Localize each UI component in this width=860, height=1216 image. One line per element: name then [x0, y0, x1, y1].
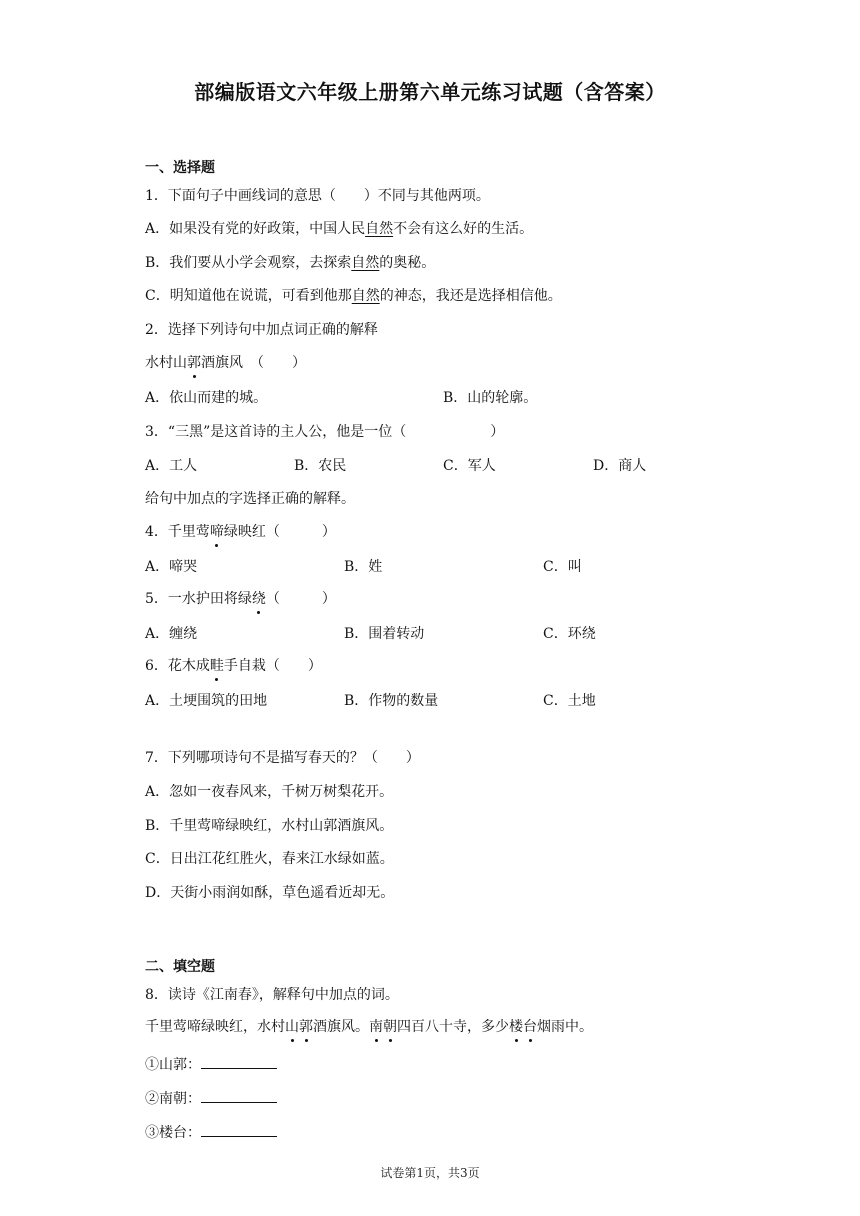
question-3-option-d: D．商人 [593, 458, 647, 474]
poem-text: 酒旗风。 [313, 1019, 369, 1035]
answer-label: ③楼台： [145, 1125, 201, 1141]
question-8-poem [145, 1017, 593, 1037]
dotted-char: 郭 [299, 1019, 313, 1035]
question-6-option-a: A．土埂围筑的田地 [145, 693, 268, 709]
question-5-option-c: C．环绕 [543, 626, 596, 642]
poem-text: 烟雨中。 [537, 1019, 593, 1035]
stem-text: 4．千里莺 [145, 524, 210, 540]
question-1-option-c [145, 286, 562, 306]
question-6-stem [145, 656, 322, 676]
section-heading-choice: 一、选择题 [145, 160, 215, 176]
stem-text: 手自栽（ ） [223, 658, 322, 674]
verse-text: 水村山 [145, 355, 187, 371]
question-7-stem: 7．下列哪项诗句不是描写春天的？（ ） [145, 750, 420, 766]
answer-label: ①山郭： [145, 1057, 201, 1073]
question-7-option-c: C．日出江花红胜火，春来江水绿如蓝。 [145, 851, 394, 867]
underlined-word: 自然 [351, 255, 380, 271]
answer-line-3 [145, 1122, 277, 1143]
question-5-option-b: B．围着转动 [344, 626, 425, 642]
dotted-char: 绕 [251, 591, 266, 607]
dotted-char: 郭 [187, 355, 201, 371]
question-3-option-a: A．工人 [145, 458, 198, 474]
dotted-char: 啼 [209, 524, 224, 540]
option-text: 不会有这么好的生活。 [393, 221, 534, 237]
instruction-text: 给句中加点的字选择正确的解释。 [145, 491, 355, 507]
question-5-option-a: A．缠绕 [145, 626, 198, 642]
question-2-verse [145, 353, 306, 373]
question-6-option-b: B．作物的数量 [344, 693, 439, 709]
dotted-char: 楼 [509, 1019, 523, 1035]
question-3-option-b: B．农民 [294, 458, 347, 474]
section-heading-fill: 二、填空题 [145, 959, 215, 975]
stem-text: 5．一水护田将绿 [145, 591, 252, 607]
answer-line-2 [145, 1088, 277, 1109]
question-7-option-a: A．忽如一夜春风来，千树万树梨花开。 [145, 784, 394, 800]
underlined-word: 自然 [351, 288, 380, 304]
stem-text: 6．花木成 [145, 658, 210, 674]
dotted-char: 台 [523, 1019, 537, 1035]
option-text: C．明知道他在说谎，可看到他那 [145, 288, 352, 304]
option-text: 的奥秘。 [379, 255, 436, 271]
option-text: B．我们要从小学会观察，去探索 [145, 255, 352, 271]
underlined-word: 自然 [365, 221, 394, 237]
verse-text: 酒旗风 （ ） [201, 355, 306, 371]
option-text: A．如果没有党的好政策，中国人民 [145, 221, 366, 237]
dotted-char: 畦 [209, 658, 224, 674]
answer-line-1 [145, 1054, 277, 1075]
page-title: 部编版语文六年级上册第六单元练习试题（含答案） [194, 80, 666, 104]
question-3-stem: 3．“三黑”是这首诗的主人公，他是一位（ ） [145, 424, 505, 440]
question-4-option-c: C．叫 [543, 559, 582, 575]
question-4-option-b: B．姓 [344, 559, 383, 575]
question-5-stem [145, 589, 336, 609]
answer-blank[interactable] [201, 1122, 277, 1137]
answer-blank[interactable] [201, 1088, 277, 1103]
question-2-option-a: A．依山而建的城。 [145, 390, 268, 406]
question-8-stem: 8．读诗《江南春》，解释句中加点的词。 [145, 987, 399, 1003]
poem-text: 千里莺啼绿映红，水村 [145, 1019, 285, 1035]
question-7-option-b: B．千里莺啼绿映红，水村山郭酒旗风。 [145, 818, 394, 834]
question-1-stem: 1．下面句子中画线词的意思（ ）不同与其他两项。 [145, 188, 490, 204]
question-7-option-d: D．天街小雨润如酥，草色遥看近却无。 [145, 885, 395, 901]
answer-blank[interactable] [201, 1054, 277, 1069]
poem-text: 四百八十寺，多少 [397, 1019, 509, 1035]
question-6-option-c: C．土地 [543, 693, 596, 709]
dotted-char: 南 [369, 1019, 383, 1035]
stem-text: （ ） [265, 591, 336, 607]
question-2-option-b: B．山的轮廓。 [443, 390, 538, 406]
question-2-stem: 2．选择下列诗句中加点词正确的解释 [145, 322, 378, 338]
question-4-stem [145, 522, 336, 542]
dotted-char: 朝 [383, 1019, 397, 1035]
page-footer: 试卷第1页，共3页 [380, 1166, 480, 1180]
question-1-option-a [145, 219, 533, 239]
question-3-option-c: C．军人 [443, 458, 496, 474]
question-1-option-b [145, 253, 435, 273]
answer-label: ②南朝： [145, 1091, 201, 1107]
question-4-option-a: A．啼哭 [145, 559, 198, 575]
option-text: 的神态，我还是选择相信他。 [379, 288, 562, 304]
dotted-char: 山 [285, 1019, 299, 1035]
stem-text: 绿映红（ ） [223, 524, 336, 540]
